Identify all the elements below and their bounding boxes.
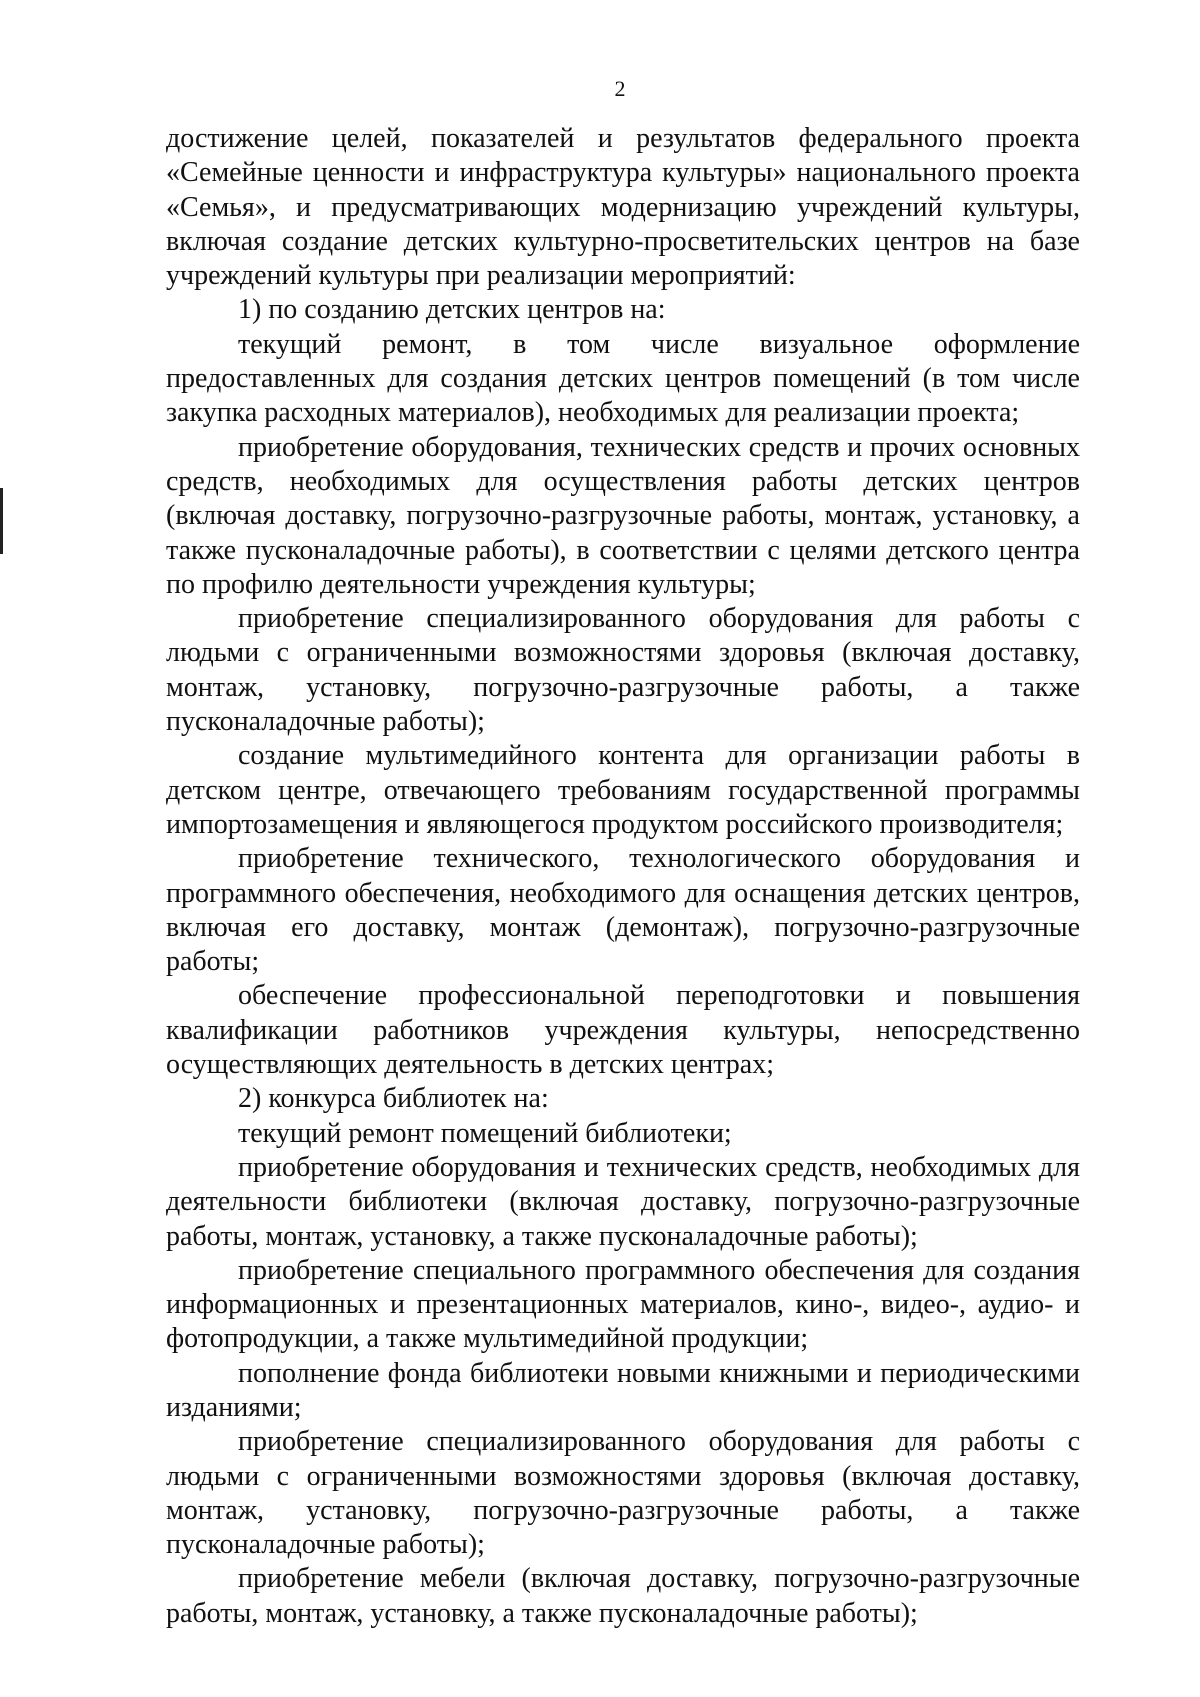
list-item: приобретение оборудования, технических средств и прочих основных средств, необходимых для осуществления работы детских центров (включая доставку, погрузочно-разгрузочные работы, монтаж, установку, а также пусконаладочные работы), в соответствии с целями детского центра по профилю деятельности учреждения культуры; [166,431,1080,600]
list-item: текущий ремонт, в том числе визуальное оформление предоставленных для создания детских центров помещений (в том числе закупка расходных материалов), необходимых для реализации проекта; [166,328,1080,429]
page-number: 2 [614,76,626,101]
list-item: приобретение специального программного обеспечения для создания информационных и презентационных материалов, кино-, видео-, аудио- и фотопродукции, а также мультимедийной продукции; [166,1254,1080,1355]
list-item: текущий ремонт помещений библиотеки; [238,1117,732,1149]
list-item: пополнение фонда библиотеки новыми книжными и периодическими изданиями; [166,1357,1080,1423]
document-body [166,122,1080,1631]
paragraph-continuation: достижение целей, показателей и результатов федерального проекта «Семейные ценности и инфраструктура культуры» национального проекта «Семья», и предусматривающих модернизацию учреждений культуры, включая создание детских культурно-просветительских центров на базе учреждений культуры при реализации мероприятий: [166,123,1080,292]
list-item: приобретение технического, технологического оборудования и программного обеспечения, необходимого для оснащения детских центров, включая его доставку, монтаж (демонтаж), погрузочно-разгрузочные работы; [166,843,1080,978]
list-item: обеспечение профессиональной переподготовки и повышения квалификации работников учреждения культуры, непосредственно осуществляющих деятельность в детских центрах; [166,980,1080,1081]
list-heading-children-centers: 1) по созданию детских центров на: [238,294,666,326]
list-item: приобретение специализированного оборудования для работы с людьми с ограниченными возможностями здоровья (включая доставку, монтаж, установку, погрузочно-разгрузочные работы, а также пусконаладочные работы); [166,603,1080,738]
list-item: приобретение оборудования и технических средств, необходимых для деятельности библиотеки (включая доставку, погрузочно-разгрузочные работы, монтаж, установку, а также пусконаладочные работы); [166,1151,1080,1252]
scan-edge-mark [0,488,3,554]
list-heading-libraries: 2) конкурса библиотек на: [238,1083,549,1115]
list-item: приобретение мебели (включая доставку, погрузочно-разгрузочные работы, монтаж, установку, а также пусконаладочные работы); [166,1563,1080,1629]
list-item: создание мультимедийного контента для организации работы в детском центре, отвечающего требованиям государственной программы импортозамещения и являющегося продуктом российского производителя; [166,740,1080,840]
list-item: приобретение специализированного оборудования для работы с людьми с ограниченными возможностями здоровья (включая доставку, монтаж, установку, погрузочно-разгрузочные работы, а также пусконаладочные работы); [166,1426,1080,1561]
